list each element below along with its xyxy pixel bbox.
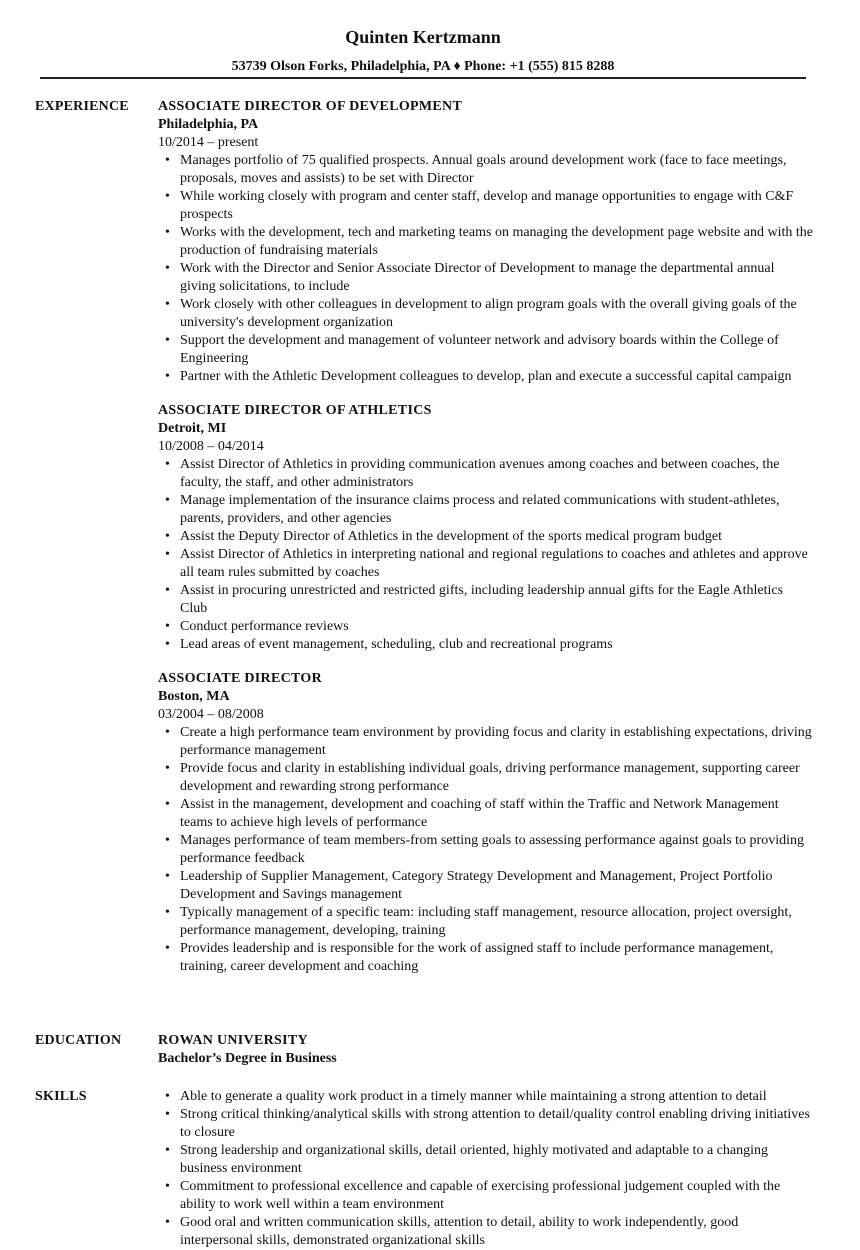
bullet-icon: • xyxy=(165,529,170,544)
job-bullet-list xyxy=(158,456,813,654)
contact-line: 53739 Olson Forks, Philadelphia, PA ♦ Phone: +1 (555) 815 8288 xyxy=(231,59,615,74)
bullet-icon: • xyxy=(165,619,170,634)
job-bullet: • Lead areas of event management, scheduling, club and recreational programs xyxy=(165,637,613,652)
skill-item: • Commitment to professional excellence and capable of exercising professional judgement coupled with the ability to work well within a team environment xyxy=(165,1179,781,1212)
job-bullet-list xyxy=(158,152,813,386)
job-bullet: • Assist Director of Athletics in interpreting national and regional regulations to coaches and athletes and approve all team rules submitted by coaches xyxy=(165,547,808,580)
job-bullet: • Assist in the management, development and coaching of staff within the Traffic and Network Management teams to achieve high levels of performance xyxy=(165,797,779,830)
job-bullet: • Assist the Deputy Director of Athletics in the development of the sports medical program budget xyxy=(165,529,722,544)
job-bullet: • Work with the Director and Senior Associate Director of Development to manage the departmental annual giving solicitations, to include xyxy=(165,261,775,294)
bullet-icon: • xyxy=(165,153,170,168)
bullet-icon: • xyxy=(165,637,170,652)
job-dates: 03/2004 – 08/2008 xyxy=(158,707,264,722)
experience-body xyxy=(158,98,813,976)
job-location: Philadelphia, PA xyxy=(158,117,259,132)
bullet-icon: • xyxy=(165,225,170,240)
job-entry xyxy=(158,98,813,386)
bullet-icon: • xyxy=(165,547,170,562)
job-bullet: • Provides leadership and is responsible for the work of assigned staff to include performance management, training, career development and coaching xyxy=(165,941,774,974)
job-bullet: • Assist in procuring unrestricted and restricted gifts, including leadership annual gifts for the Eagle Athletics Club xyxy=(165,583,784,616)
bullet-icon: • xyxy=(165,333,170,348)
bullet-icon: • xyxy=(165,261,170,276)
job-bullet: • Work closely with other colleagues in development to align program goals with the overall giving goals of the university's development organization xyxy=(165,297,797,330)
skills-body xyxy=(158,1088,813,1250)
skill-item: • Good oral and written communication skills, attention to detail, ability to work independently, good interpersonal skills, demonstrated organizational skills xyxy=(165,1215,739,1248)
job-bullet: • Typically management of a specific team: including staff management, resource allocation, project oversight, performance management, developing, training xyxy=(165,905,792,938)
bullet-icon: • xyxy=(165,869,170,884)
job-bullet: • Partner with the Athletic Development colleagues to develop, plan and execute a successful capital campaign xyxy=(165,369,792,384)
candidate-name: Quinten Kertzmann xyxy=(345,27,501,47)
job-title: ASSOCIATE DIRECTOR OF ATHLETICS xyxy=(158,403,432,418)
skill-item: • Strong critical thinking/analytical skills with strong attention to detail/quality control enabling driving initiatives to closure xyxy=(165,1107,810,1140)
bullet-icon: • xyxy=(165,1107,170,1122)
header-divider xyxy=(40,77,806,79)
job-bullet: • While working closely with program and center staff, develop and manage opportunities to engage with C&F prospects xyxy=(165,189,794,222)
education-body xyxy=(158,1032,813,1068)
bullet-icon: • xyxy=(165,1089,170,1104)
bullet-icon: • xyxy=(165,761,170,776)
degree: Bachelor’s Degree in Business xyxy=(158,1051,337,1066)
bullet-icon: • xyxy=(165,493,170,508)
skills-label: SKILLS xyxy=(35,1089,87,1104)
bullet-icon: • xyxy=(165,189,170,204)
job-bullet: • Provide focus and clarity in establishing individual goals, driving performance management, supporting career development and rewarding strong performance xyxy=(165,761,800,794)
job-dates: 10/2008 – 04/2014 xyxy=(158,439,264,454)
bullet-icon: • xyxy=(165,833,170,848)
skill-item: • Able to generate a quality work product in a timely manner while maintaining a strong attention to detail xyxy=(165,1089,767,1104)
bullet-icon: • xyxy=(165,905,170,920)
job-dates: 10/2014 – present xyxy=(158,135,259,150)
job-bullet: • Manages performance of team members-from setting goals to assessing performance against goals to providing performance feedback xyxy=(165,833,804,866)
job-location: Boston, MA xyxy=(158,689,230,704)
bullet-icon: • xyxy=(165,457,170,472)
bullet-icon: • xyxy=(165,941,170,956)
job-bullet-list xyxy=(158,724,813,976)
bullet-icon: • xyxy=(165,1143,170,1158)
job-bullet: • Manages portfolio of 75 qualified prospects. Annual goals around development work (face to face meetings, proposals, moves and assists) to be set with Director xyxy=(165,153,787,186)
job-location: Detroit, MI xyxy=(158,421,227,436)
bullet-icon: • xyxy=(165,1215,170,1230)
job-title: ASSOCIATE DIRECTOR OF DEVELOPMENT xyxy=(158,99,463,114)
skill-item: • Strong leadership and organizational skills, detail oriented, highly motivated and adaptable to a changing business environment xyxy=(165,1143,768,1176)
job-bullet: • Leadership of Supplier Management, Category Strategy Development and Management, Project Portfolio Development and Savings management xyxy=(165,869,773,902)
bullet-icon: • xyxy=(165,797,170,812)
school-name: ROWAN UNIVERSITY xyxy=(158,1033,308,1048)
job-bullet: • Support the development and management of volunteer network and advisory boards within the College of Engineering xyxy=(165,333,779,366)
bullet-icon: • xyxy=(165,583,170,598)
job-bullet: • Works with the development, tech and marketing teams on managing the development page website and with the production of fundraising materials xyxy=(165,225,813,258)
job-entry xyxy=(158,670,813,976)
experience-label: EXPERIENCE xyxy=(35,99,129,114)
job-bullet: • Conduct performance reviews xyxy=(165,619,349,634)
job-title: ASSOCIATE DIRECTOR xyxy=(158,671,322,686)
bullet-icon: • xyxy=(165,297,170,312)
bullet-icon: • xyxy=(165,369,170,384)
job-bullet: • Assist Director of Athletics in providing communication avenues among coaches and between coaches, the faculty, the staff, and other administrators xyxy=(165,457,780,490)
skills-list xyxy=(158,1088,813,1250)
job-entry xyxy=(158,402,813,654)
job-bullet: • Create a high performance team environment by providing focus and clarity in establishing expectations, driving performance management xyxy=(165,725,812,758)
job-bullet: • Manage implementation of the insurance claims process and related communications with student-athletes, parents, providers, and other agencies xyxy=(165,493,780,526)
bullet-icon: • xyxy=(165,725,170,740)
education-label: EDUCATION xyxy=(35,1033,122,1048)
bullet-icon: • xyxy=(165,1179,170,1194)
